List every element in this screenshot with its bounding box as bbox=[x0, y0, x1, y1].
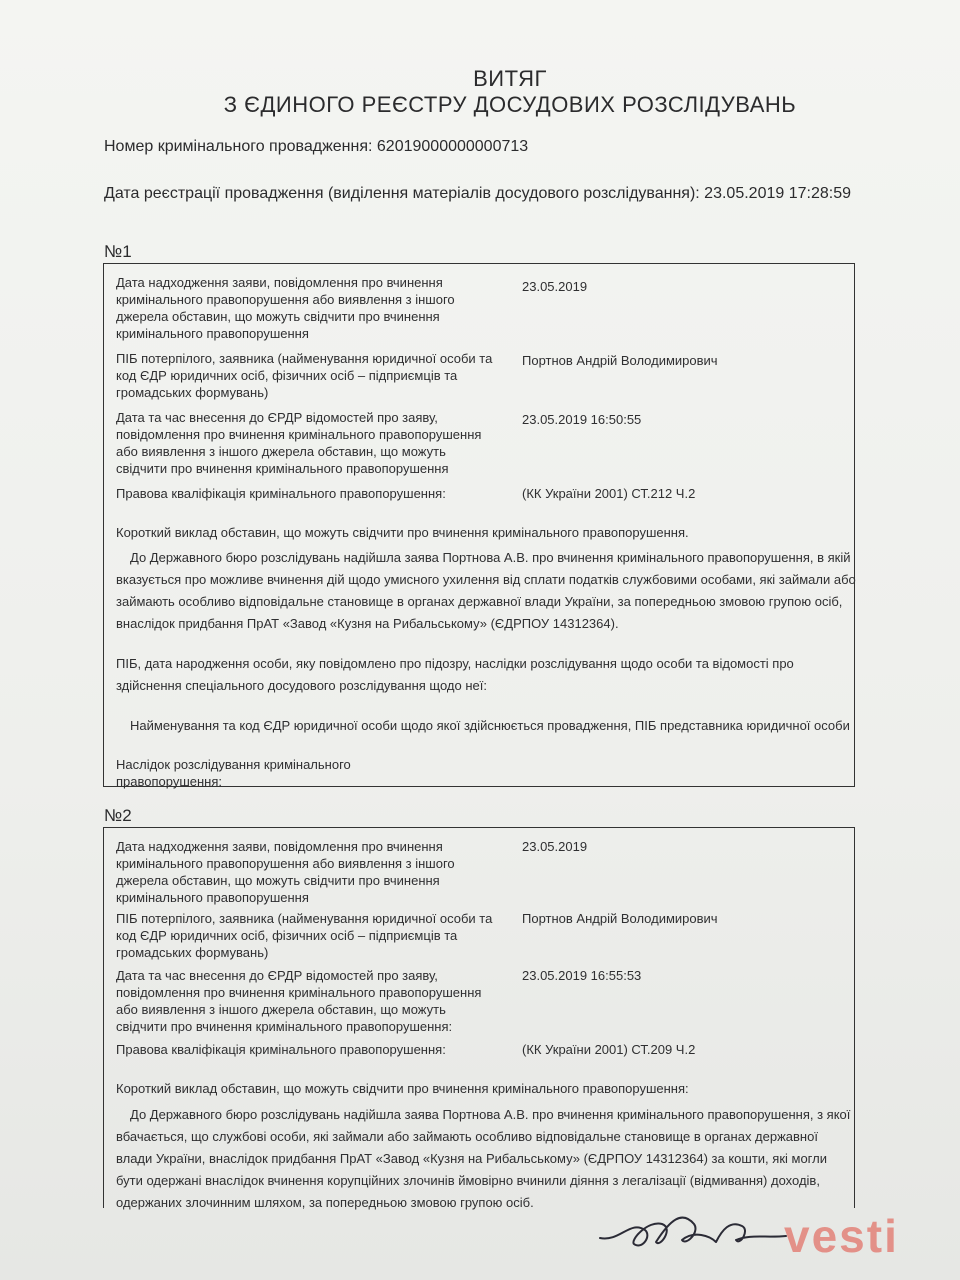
row-value: 23.05.2019 16:55:53 bbox=[522, 968, 642, 983]
row-label: Правова кваліфікація кримінального правопорушення: bbox=[116, 1042, 446, 1057]
signature bbox=[590, 1190, 790, 1260]
summary-text: До Державного бюро розслідувань надійшла заява Портнова А.В. про вчинення кримінального правопорушення, з якої вбачається, що службові особи, які займали або займають особливо відповідальне становище в органах державної влади України, внаслідок придбання ПрАТ «Завод «Кузня на Рибальському» (ЄДРПОУ 14312364) за кошти, які могли бути одержані внаслідок вчинення корупційних злочинів ймовірно вчинили діяння з легалізації (відмивання) доходів, одержаних злочинним шляхом, за попередньою змовою групою осіб. bbox=[116, 1107, 851, 1210]
entry-number: №2 bbox=[104, 806, 132, 825]
summary-heading: Короткий виклад обставин, що можуть свідчити про вчинення кримінального правопорушення: bbox=[116, 1081, 689, 1096]
row-value: 23.05.2019 bbox=[522, 279, 588, 294]
proceeding-number: Номер кримінального провадження: 62019000000000713 bbox=[104, 138, 529, 155]
summary-heading: Короткий виклад обставин, що можуть свідчити про вчинення кримінального правопорушення. bbox=[116, 525, 689, 540]
row-label: Правова кваліфікація кримінального правопорушення: bbox=[116, 486, 446, 501]
summary-text: До Державного бюро розслідувань надійшла заява Портнова А.В. про вчинення кримінального правопорушення, в якій вказується про можливе вчинення дій щодо умисного ухилення від сплати податків службовими особами, які займали або займають особливо відповідальне становище в органах державної влади України, за попередньою змовою групою осіб, внаслідок придбання ПрАТ «Завод «Кузня на Рибальському» (ЄДРПОУ 14312364). bbox=[116, 550, 856, 631]
row-value: (КК України 2001) СТ.212 Ч.2 bbox=[522, 486, 696, 501]
row-label: ПІБ потерпілого, заявника (найменування юридичної особи та код ЄДР юридичних осіб, фізичних осіб – підприємців та громадських формувань) bbox=[116, 351, 493, 400]
row-value: Портнов Андрій Володимирович bbox=[522, 911, 718, 926]
legal-entity-heading: Найменування та код ЄДР юридичної особи щодо якої здійснюється провадження, ПІБ представника юридичної особи bbox=[130, 718, 850, 733]
document-title: ВИТЯГ bbox=[473, 66, 547, 91]
entry-box bbox=[103, 263, 855, 787]
svg-text:vesti: vesti bbox=[784, 1212, 899, 1262]
row-value: 23.05.2019 16:50:55 bbox=[522, 412, 642, 427]
suspect-heading: ПІБ, дата народження особи, яку повідомлено про підозру, наслідки розслідування щодо особи та відомості про здійснення спеціального досудового розслідування щодо неї: bbox=[116, 656, 794, 693]
document-subtitle: З ЄДИНОГО РЕЄСТРУ ДОСУДОВИХ РОЗСЛІДУВАНЬ bbox=[223, 92, 797, 117]
row-value: (КК України 2001) СТ.209 Ч.2 bbox=[522, 1042, 696, 1057]
result-heading: Наслідок розслідування кримінального правопорушення: bbox=[116, 757, 351, 789]
entry-number: №1 bbox=[104, 242, 132, 261]
entry-box bbox=[103, 827, 855, 1208]
row-label: ПІБ потерпілого, заявника (найменування юридичної особи та код ЄДР юридичних осіб, фізичних осіб – підприємців та громадських формувань) bbox=[116, 911, 493, 960]
registration-date: Дата реєстрації провадження (виділення матеріалів досудового розслідування): 23.05.2019 17:28:59 bbox=[104, 185, 851, 202]
row-label: Дата надходження заяви, повідомлення про вчинення кримінального правопорушення або виявлення з іншого джерела обставин, що можуть свідчити про вчинення кримінального правопорушення bbox=[116, 275, 455, 341]
vesti-watermark-logo bbox=[780, 1212, 950, 1262]
row-value: Портнов Андрій Володимирович bbox=[522, 353, 718, 368]
row-label: Дата та час внесення до ЄРДР відомостей про заяву, повідомлення про вчинення кримінального правопорушення або виявлення з іншого джерела обставин, що можуть свідчити про вчинення кримінального правопорушення: bbox=[116, 968, 482, 1034]
row-label: Дата та час внесення до ЄРДР відомостей про заяву, повідомлення про вчинення кримінального правопорушення або виявлення з іншого джерела обставин, що можуть свідчити про вчинення кримінального правопорушення bbox=[116, 410, 482, 476]
row-value: 23.05.2019 bbox=[522, 839, 588, 854]
row-label: Дата надходження заяви, повідомлення про вчинення кримінального правопорушення або виявлення з іншого джерела обставин, що можуть свідчити про вчинення кримінального правопорушення bbox=[116, 839, 455, 905]
